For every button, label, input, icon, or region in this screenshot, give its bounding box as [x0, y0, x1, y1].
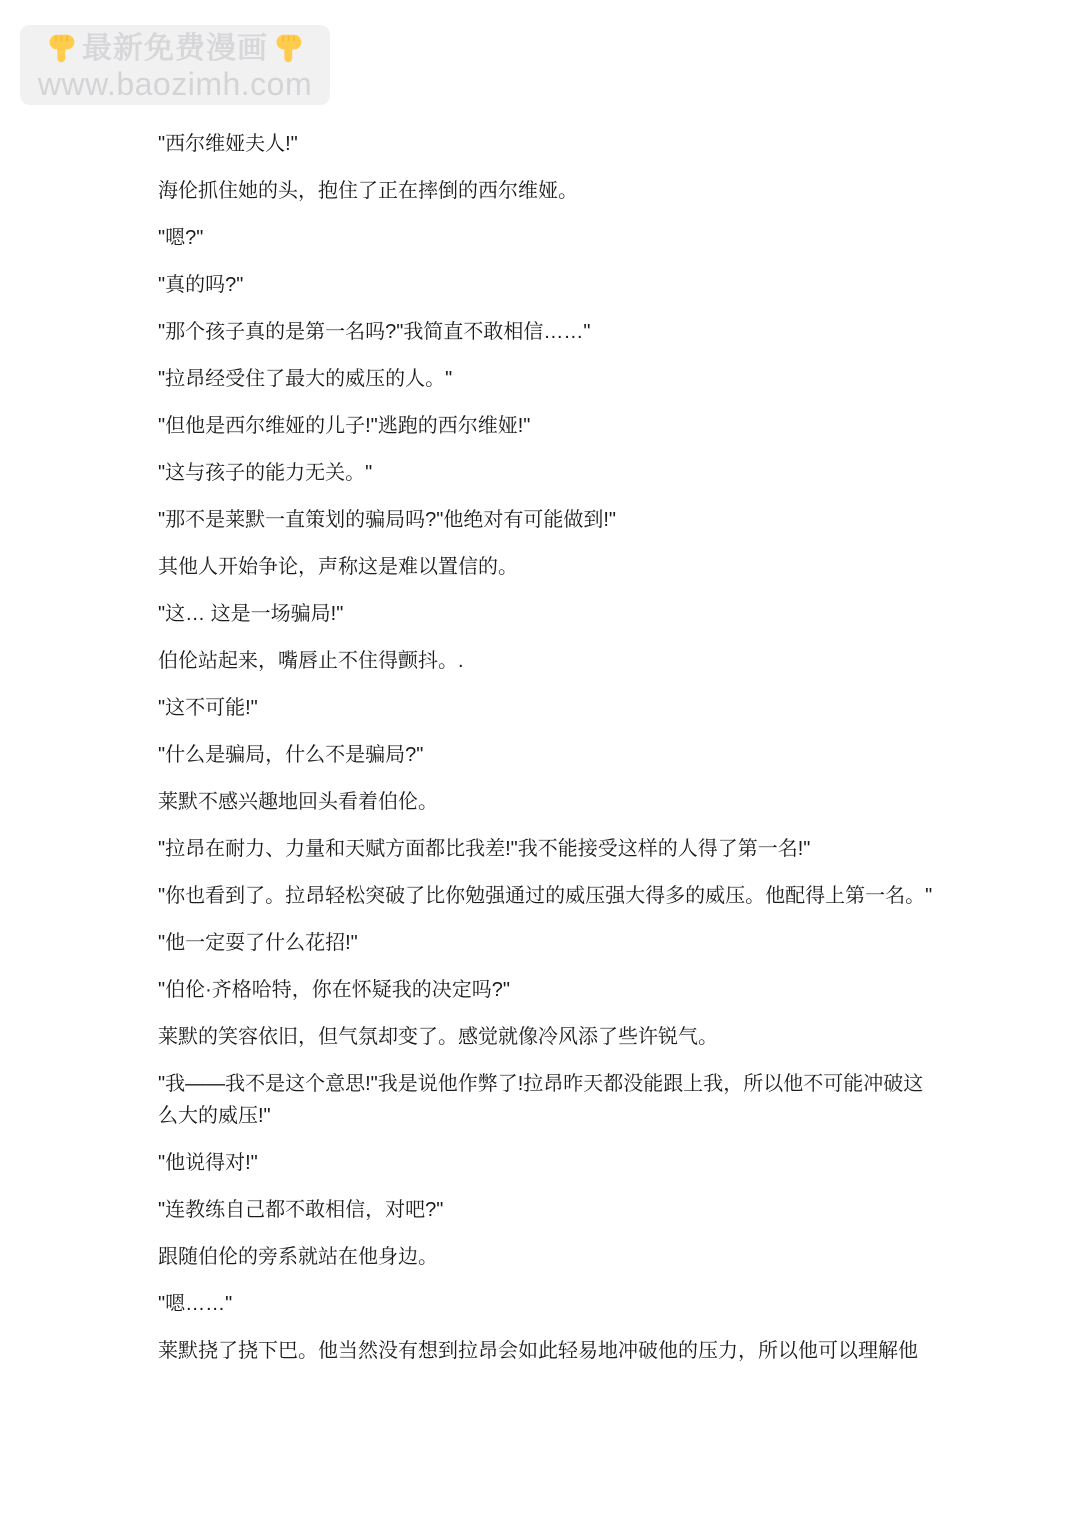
novel-text-body [158, 128, 939, 1382]
paragraph: "什么是骗局，什么不是骗局?" [158, 744, 424, 766]
paragraph: 跟随伯伦的旁系就站在他身边。 [158, 1246, 438, 1268]
watermark-badge [20, 25, 330, 105]
paragraph: "他说得对!" [158, 1152, 258, 1174]
watermark-title: 最新免费漫画 [82, 31, 268, 65]
paragraph: "这不可能!" [158, 697, 258, 719]
point-down-icon [45, 32, 78, 65]
watermark-url: www.baozimh.com [37, 66, 313, 102]
paragraph: "嗯?" [158, 227, 204, 249]
paragraph: 伯伦站起来，嘴唇止不住得颤抖。. [158, 650, 464, 672]
paragraph: "他一定耍了什么花招!" [158, 932, 358, 954]
paragraph: 海伦抓住她的头，抱住了正在摔倒的西尔维娅。 [158, 180, 578, 202]
paragraph: 莱默挠了挠下巴。他当然没有想到拉昂会如此轻易地冲破他的压力，所以他可以理解他 [158, 1340, 918, 1362]
paragraph: "那不是莱默一直策划的骗局吗?"他绝对有可能做到!" [158, 509, 616, 531]
watermark-line1 [45, 32, 305, 65]
paragraph: "这… 这是一场骗局!" [158, 603, 344, 625]
paragraph: "西尔维娅夫人!" [158, 133, 298, 155]
paragraph: "你也看到了。拉昂轻松突破了比你勉强通过的威压强大得多的威压。他配得上第一名。" [158, 885, 933, 907]
paragraph: "拉昂经受住了最大的威压的人。" [158, 368, 453, 390]
paragraph: "伯伦·齐格哈特，你在怀疑我的决定吗?" [158, 979, 510, 1001]
paragraph: "但他是西尔维娅的儿子!"逃跑的西尔维娅!" [158, 415, 531, 437]
paragraph: "我――我不是这个意思!"我是说他作弊了!拉昂昨天都没能跟上我，所以他不可能冲破这么大的威压!" [158, 1073, 924, 1127]
paragraph: 莱默的笑容依旧，但气氛却变了。感觉就像冷风添了些许锐气。 [158, 1026, 718, 1048]
paragraph: 其他人开始争论，声称这是难以置信的。 [158, 556, 518, 578]
paragraph: "真的吗?" [158, 274, 244, 296]
paragraph: "嗯……" [158, 1293, 233, 1315]
paragraph: 莱默不感兴趣地回头看着伯伦。 [158, 791, 438, 813]
paragraph: "这与孩子的能力无关。" [158, 462, 373, 484]
paragraph: "拉昂在耐力、力量和天赋方面都比我差!"我不能接受这样的人得了第一名!" [158, 838, 811, 860]
paragraph: "连教练自己都不敢相信，对吧?" [158, 1199, 444, 1221]
paragraph: "那个孩子真的是第一名吗?"我简直不敢相信……" [158, 321, 591, 343]
point-down-icon [272, 32, 305, 65]
